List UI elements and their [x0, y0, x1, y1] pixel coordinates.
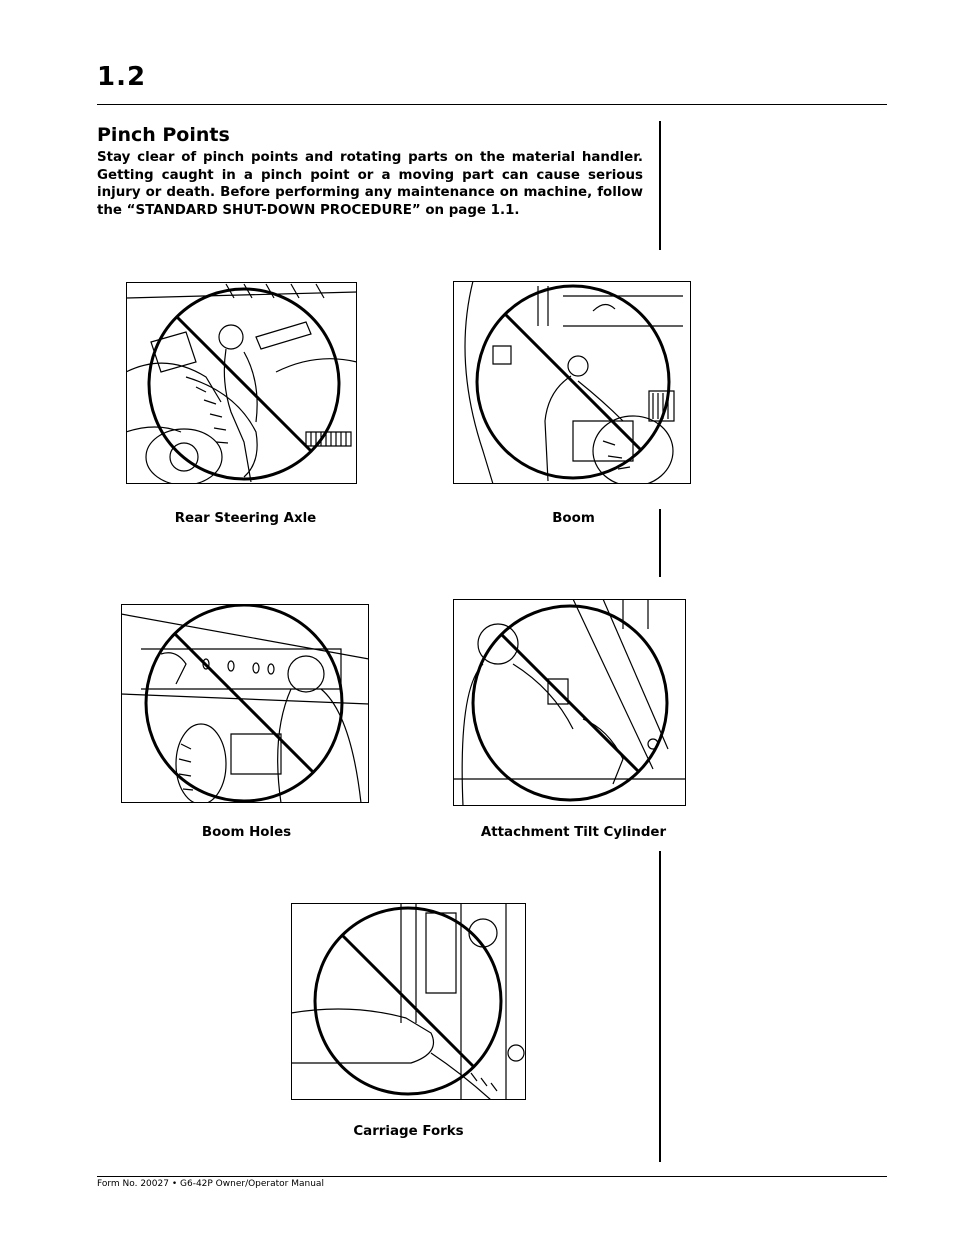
- figure-caption: Boom: [552, 511, 595, 526]
- illustration: [453, 281, 691, 484]
- figure-boom-holes: [121, 604, 369, 803]
- illustration: [126, 282, 357, 484]
- change-bar: [659, 121, 661, 250]
- illustration: [453, 599, 686, 806]
- intro-paragraph: Stay clear of pinch points and rotating parts on the material handler. Getting caught in a pinch point or a moving part can cause serious injury or death. Before performing any maintenance on machine, follow the “STANDARD SHUT-DOWN PROCEDURE” on page 1.1.: [97, 150, 643, 218]
- figure-carriage-forks: [291, 903, 526, 1100]
- figure-boom: [453, 281, 691, 484]
- illustration: [291, 903, 526, 1100]
- illustration: [121, 604, 369, 803]
- figure-caption: Carriage Forks: [353, 1124, 464, 1139]
- change-bar: [659, 851, 661, 1162]
- footer-rule: [97, 1176, 887, 1177]
- figure-caption: Attachment Tilt Cylinder: [480, 825, 667, 840]
- figure-caption: Rear Steering Axle: [174, 511, 317, 526]
- figure-attachment-tilt-cylinder: [453, 599, 686, 806]
- page-title: Pinch Points: [97, 124, 230, 146]
- figure-caption: Boom Holes: [201, 825, 292, 840]
- footer-text: Form No. 20027 • G6-42P Owner/Operator Manual: [97, 1179, 324, 1189]
- figure-rear-steering-axle: [126, 282, 357, 484]
- header-rule: [97, 104, 887, 105]
- section-number: 1.2: [97, 62, 147, 92]
